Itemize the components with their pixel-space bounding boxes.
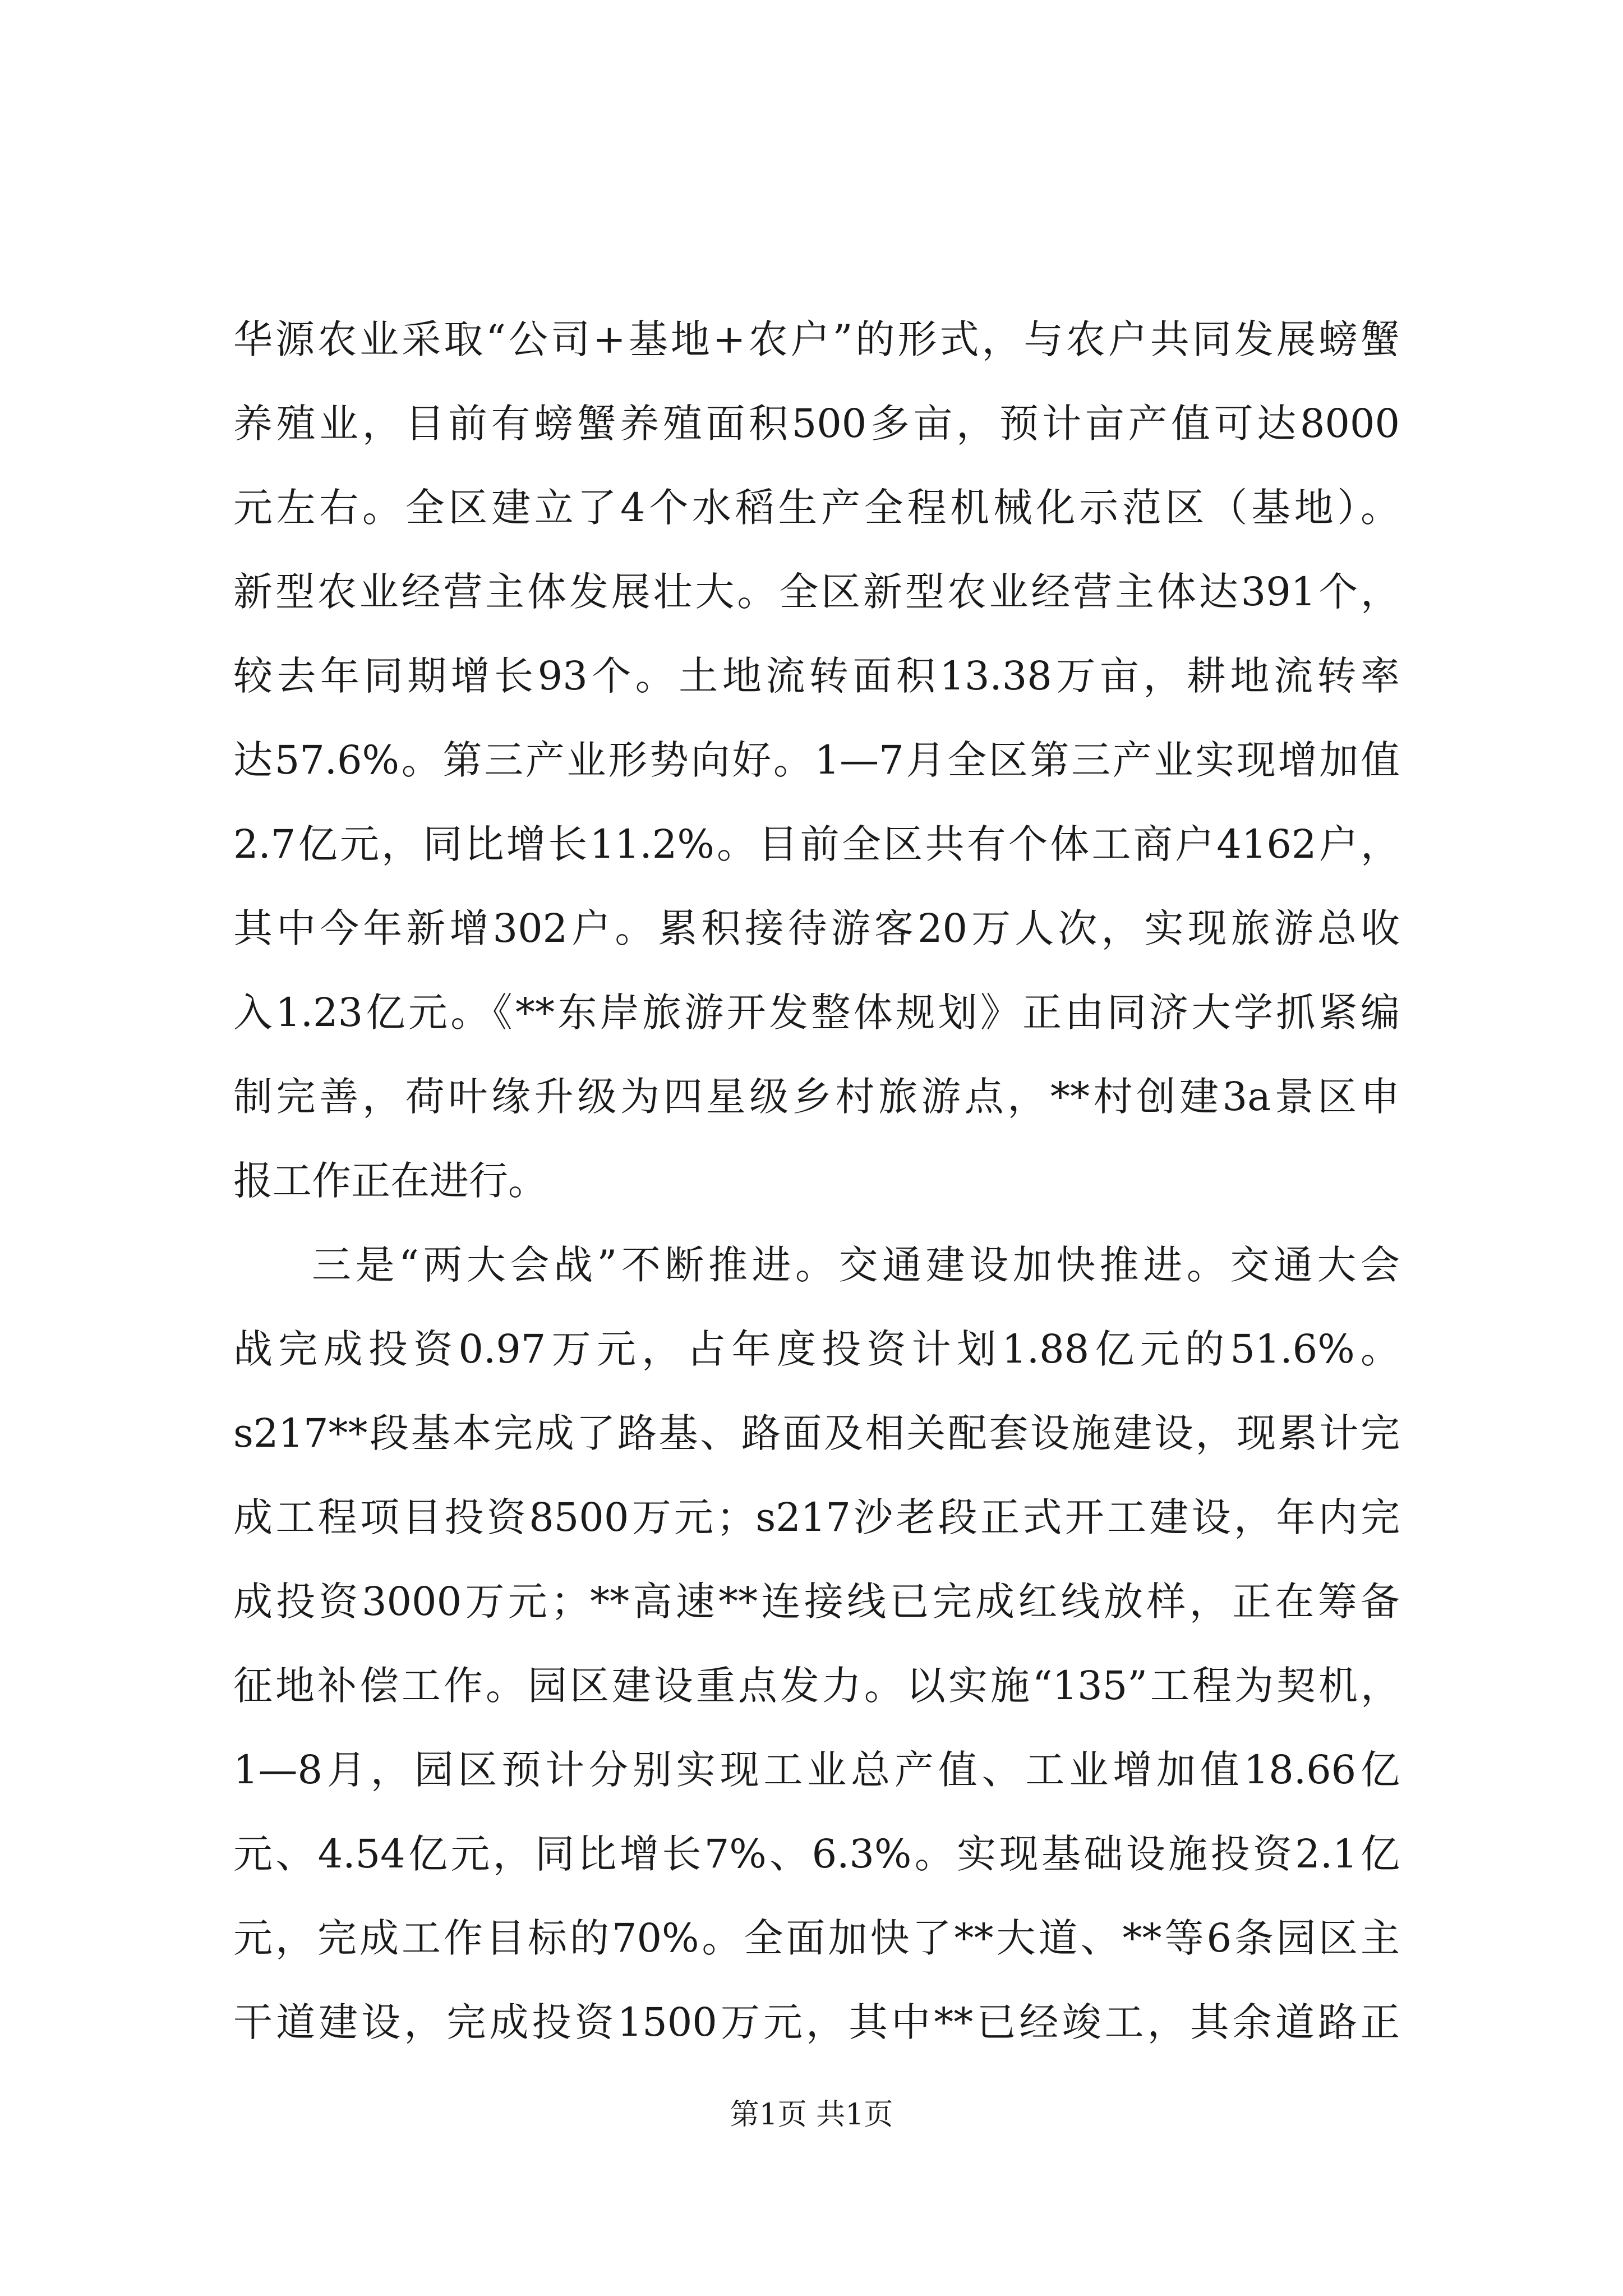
paragraph-line: 成投资3000万元；**高速**连接线已完成红线放样，正在筹备 [233, 1579, 1400, 1625]
paragraph-line: 报工作正在进行。 [233, 1158, 547, 1204]
paragraph-line: 新型农业经营主体发展壮大。全区新型农业经营主体达391个， [233, 569, 1400, 615]
paragraph-line: 征地补偿工作。园区建设重点发力。以实施“135”工程为契机， [233, 1663, 1400, 1709]
paragraph-line: 成工程项目投资8500万元；s217沙老段正式开工建设，年内完 [233, 1494, 1400, 1540]
paragraph-line: s217**段基本完成了路基、路面及相关配套设施建设，现累计完 [233, 1410, 1400, 1456]
paragraph-line: 元左右。全区建立了4个水稻生产全程机械化示范区（基地）。 [233, 485, 1400, 531]
page-footer: 第1页 共1页 [730, 2098, 893, 2132]
paragraph-line: 战完成投资0.97万元，占年度投资计划1.88亿元的51.6%。 [233, 1326, 1400, 1372]
paragraph-line: 2.7亿元，同比增长11.2%。目前全区共有个体工商户4162户， [233, 821, 1400, 867]
paragraph-line: 干道建设，完成投资1500万元，其中**已经竣工，其余道路正 [233, 1999, 1400, 2045]
paragraph-line: 制完善，荷叶缘升级为四星级乡村旅游点，**村创建3a景区申 [233, 1074, 1400, 1120]
paragraph-line: 较去年同期增长93个。土地流转面积13.38万亩，耕地流转率 [233, 653, 1400, 699]
paragraph-line: 元、4.54亿元，同比增长7%、6.3%。实现基础设施投资2.1亿 [233, 1831, 1400, 1877]
paragraph-line: 1—8月，园区预计分别实现工业总产值、工业增加值18.66亿 [233, 1747, 1400, 1793]
paragraph-line: 元，完成工作目标的70%。全面加快了**大道、**等6条园区主 [233, 1915, 1400, 1961]
paragraph-line: 三是“两大会战”不断推进。交通建设加快推进。交通大会 [312, 1242, 1400, 1288]
paragraph-line: 其中今年新增302户。累积接待游客20万人次，实现旅游总收 [233, 905, 1400, 951]
paragraph-line: 达57.6%。第三产业形势向好。1—7月全区第三产业实现增加值 [233, 737, 1400, 783]
paragraph-line: 入1.23亿元。《**东岸旅游开发整体规划》正由同济大学抓紧编 [233, 990, 1400, 1036]
paragraph-line: 养殖业，目前有螃蟹养殖面积500多亩，预计亩产值可达8000 [233, 401, 1400, 447]
paragraph-line: 华源农业采取“公司+基地+农户”的形式，与农户共同发展螃蟹 [233, 316, 1400, 362]
